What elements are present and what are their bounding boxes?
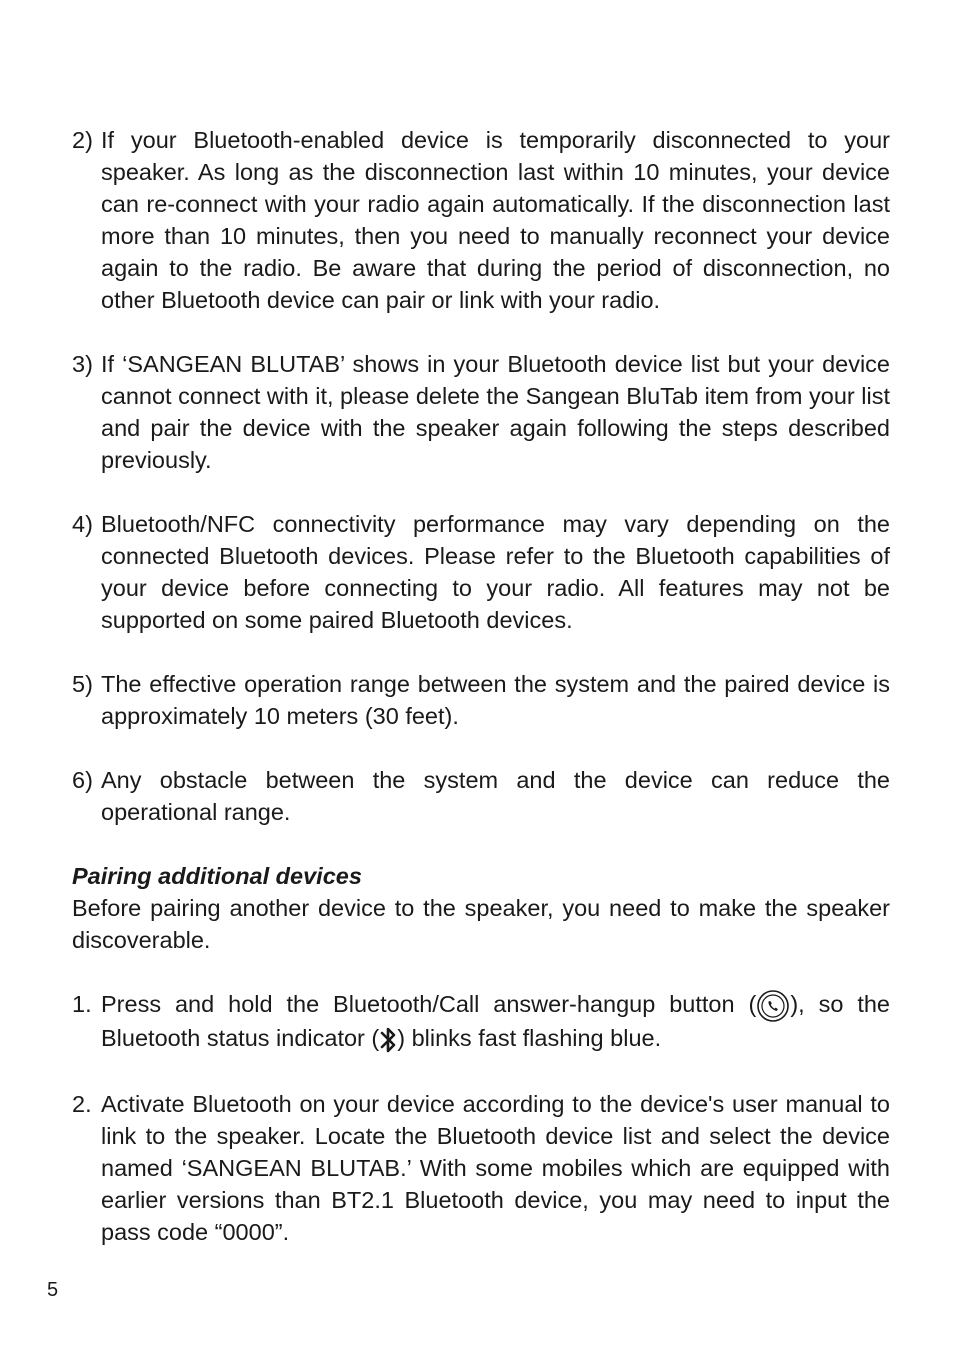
note-number: 4): [72, 511, 93, 537]
note-item-4: [72, 508, 890, 636]
note-text: Bluetooth/NFC connectivity performance may vary depending on the connected Bluetooth devices. Please refer to the Bluetooth capabilities of your device before connecting to your radio. All features may not be supported on some paired Bluetooth devices.: [101, 511, 890, 633]
note-text: Any obstacle between the system and the device can reduce the operational range.: [101, 767, 890, 825]
step-text-part1: Press and hold the Bluetooth/Call answer-hangup button (: [101, 991, 757, 1017]
section-intro: Before pairing another device to the speaker, you need to make the speaker discoverable.: [72, 895, 890, 953]
step-1: [72, 988, 890, 1056]
note-text: If ‘SANGEAN BLUTAB’ shows in your Bluetooth device list but your device cannot connect with it, please delete the Sangean BluTab item from your list and pair the device with the speaker again following the steps described previously.: [101, 351, 891, 473]
step-text: Activate Bluetooth on your device according to the device's user manual to link to the speaker. Locate the Bluetooth device list and select the device named ‘SANGEAN BLUTAB.’ With some mobiles which are equipped with earlier versions than BT2.1 Bluetooth device, you may need to input the pass code “0000”.: [101, 1090, 890, 1245]
note-item-3: [72, 348, 890, 476]
note-item-6: [72, 764, 890, 828]
note-number: 2): [72, 127, 93, 153]
note-number: 5): [72, 671, 93, 697]
bluetooth-icon: [379, 1024, 397, 1056]
step-number: 1.: [72, 991, 92, 1017]
page-number: 5: [47, 1279, 59, 1301]
note-text: If your Bluetooth-enabled device is temporarily disconnected to your speaker. As long as the disconnection last within 10 minutes, your device can re-connect with your radio again automatically. If the disconnection last more than 10 minutes, then you need to manually reconnect your device again to the radio. Be aware that during the period of disconnection, no other Bluetooth device can pair or link with your radio.: [101, 127, 890, 313]
phone-call-button-icon: [756, 990, 790, 1022]
step-text-part3: ) blinks fast flashing blue.: [397, 1024, 662, 1051]
step-text-part2: ), so the Bluetooth status indicator (: [101, 991, 890, 1051]
note-text: The effective operation range between the system and the paired device is approximately 10 meters (30 feet).: [101, 671, 890, 729]
manual-page-content: [72, 124, 890, 1248]
step-number: 2.: [72, 1090, 92, 1117]
note-number: 6): [72, 767, 93, 793]
section-heading: Pairing additional devices: [72, 863, 362, 889]
note-item-5: [72, 668, 890, 732]
note-item-2: [72, 124, 890, 316]
step-2: [72, 1088, 890, 1248]
note-number: 3): [72, 351, 93, 377]
